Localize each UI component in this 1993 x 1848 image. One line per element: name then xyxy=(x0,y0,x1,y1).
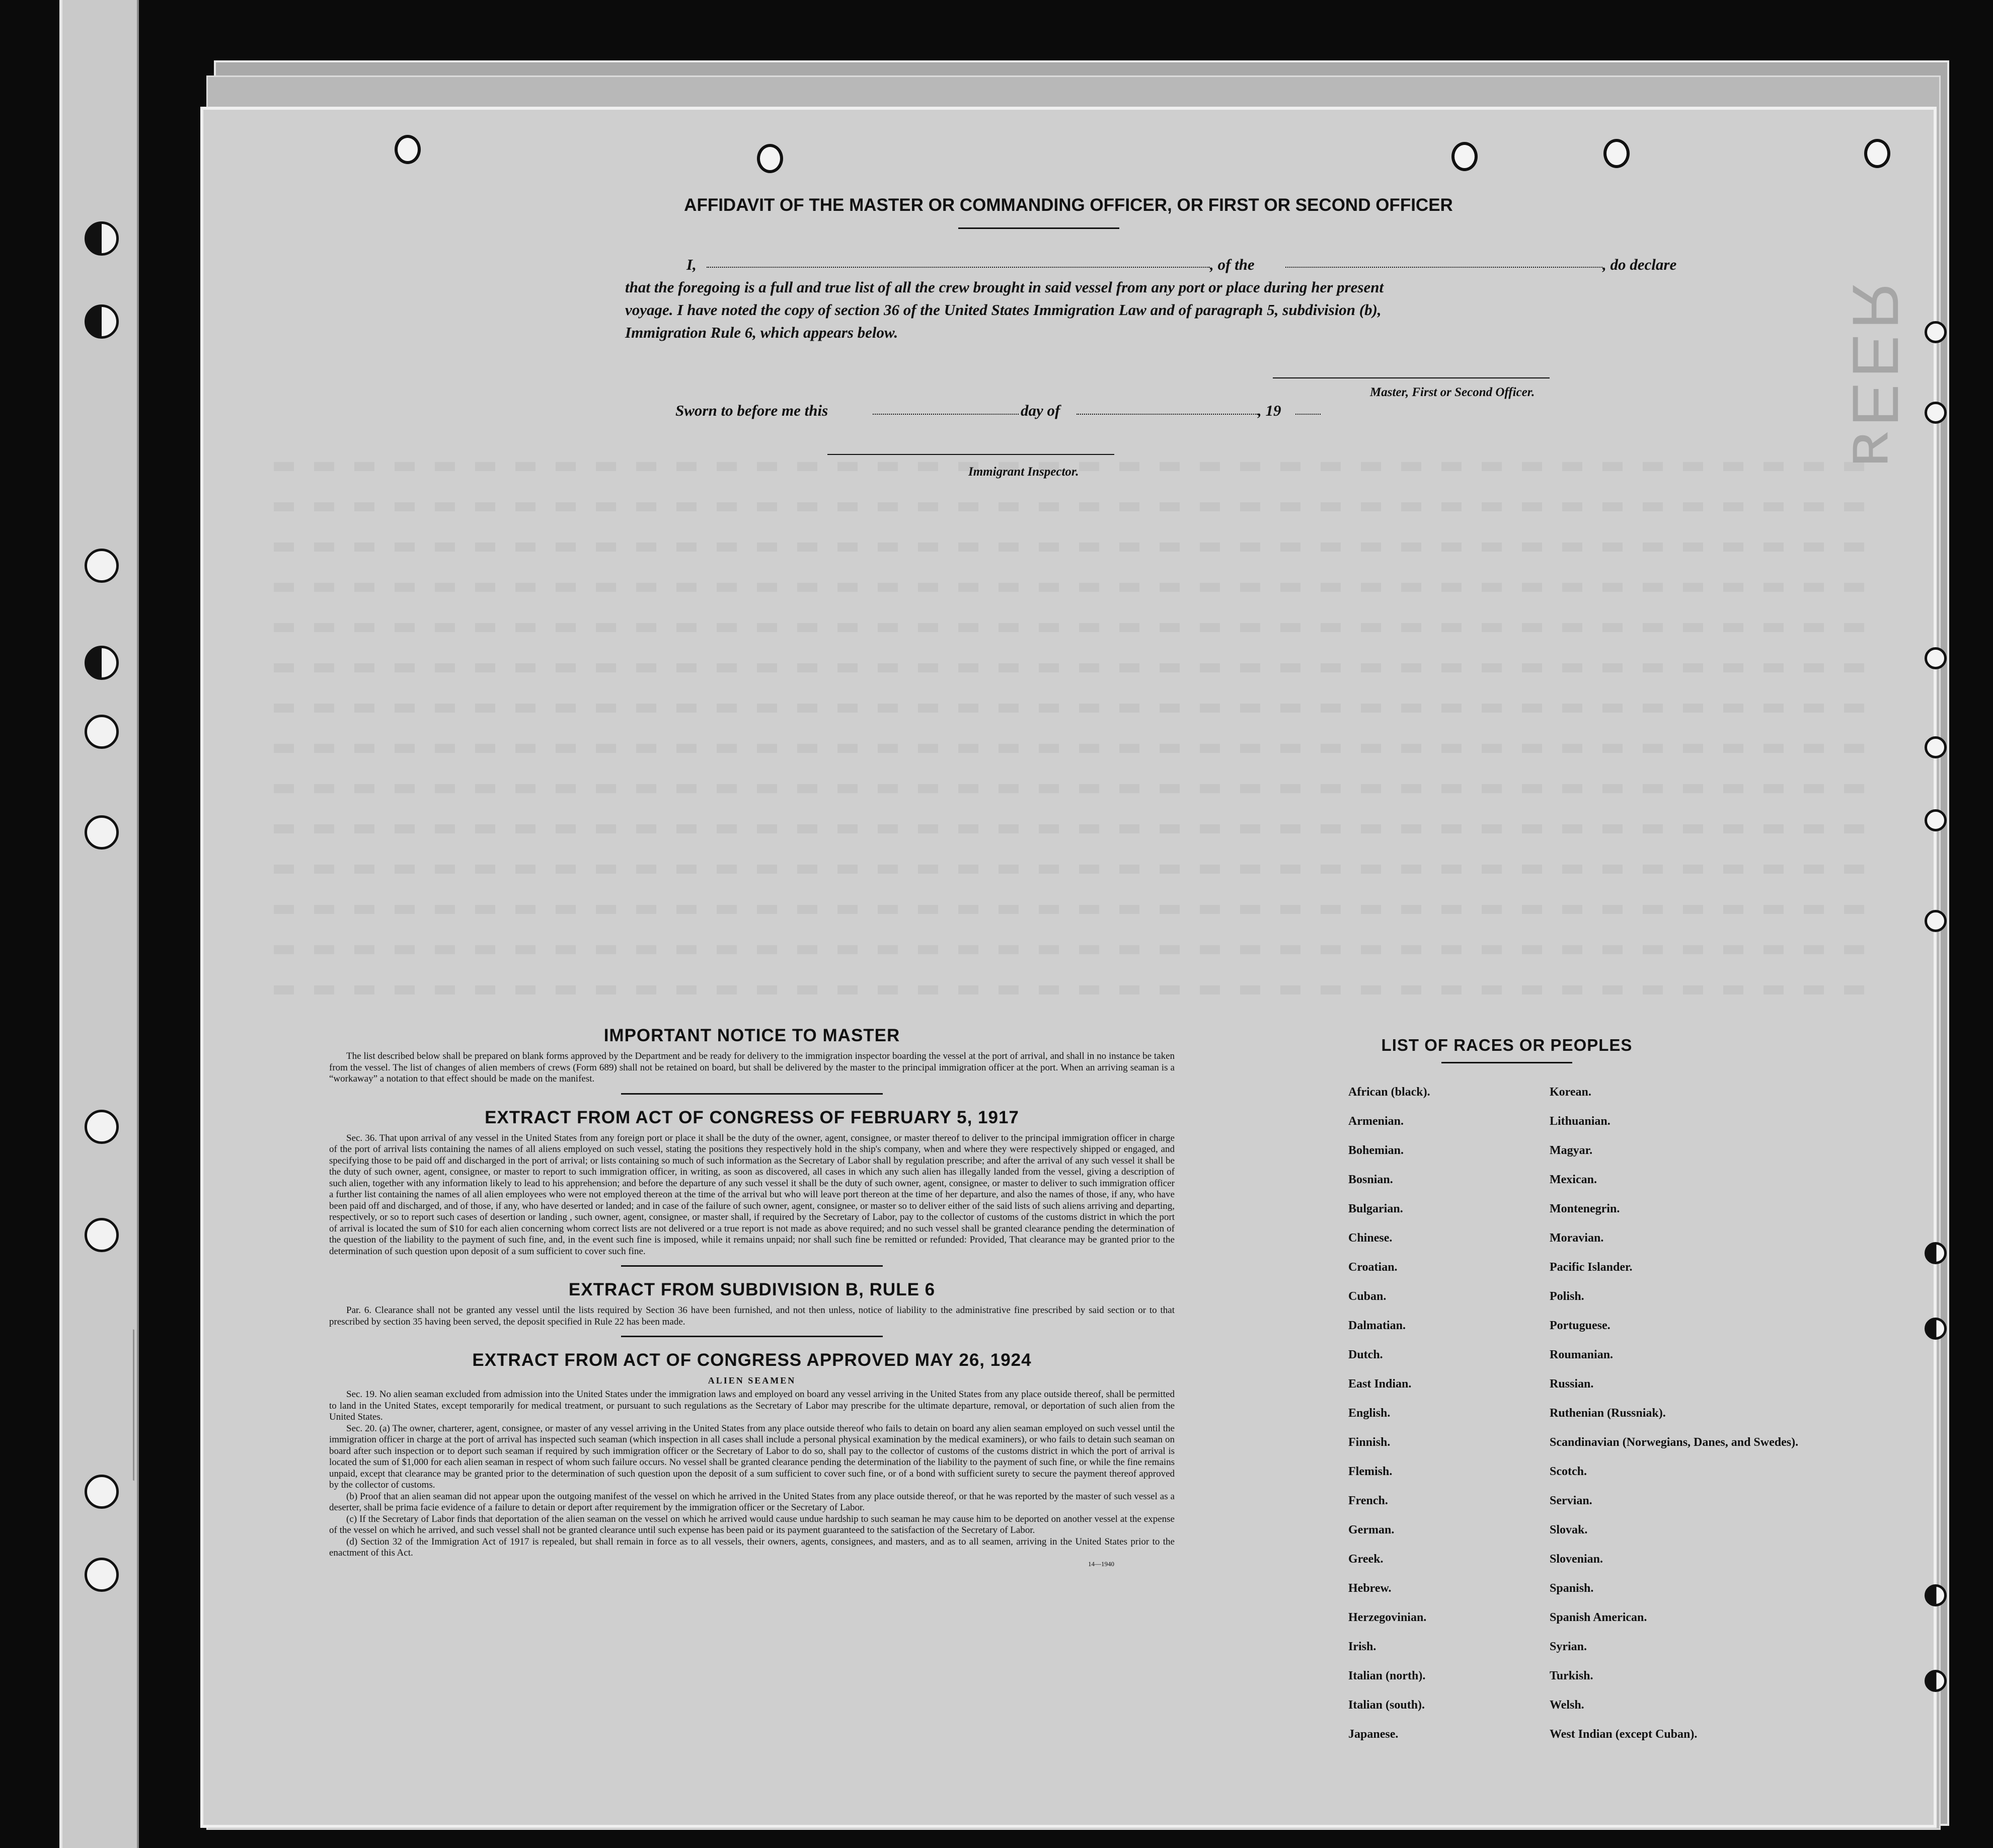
race-item: East Indian. xyxy=(1348,1377,1412,1391)
punch-hole xyxy=(1925,647,1947,669)
sec20a-paragraph: Sec. 20. (a) The owner, charterer, agent, consignee, or master of any vessel arriving in the United States from any place outside thereof who fails to detain on board any alien seaman employed on such vessel until the immigration officer in charge at the port of arrival has inspected such seaman (which inspection in all cases shall include a personal physical examination by the medical examiners), or who fails to detain such seaman on board after such inspection or to deport such seaman if required by such immigration officer or the Secretary of Labor to do so, shall pay to the collector of customs of the customs district in which the port of arrival is located the sum of $1,000 for each alien seaman in respect of whom such failure occurs. No vessel shall be granted clearance pending the determination of the liability to the payment of such fine, or while the fine remains unpaid, except that clearance may be granted prior to the determination of such question upon the deposit of a sum sufficient to cover such fine, or of a bond with sufficient surety to secure the payment thereof approved by the collector of customs. xyxy=(329,1423,1175,1490)
punch-hole xyxy=(85,1558,119,1592)
punch-hole xyxy=(85,1218,119,1252)
sworn-year-blank[interactable] xyxy=(1295,414,1321,415)
legal-extracts xyxy=(329,1026,1175,1568)
affidavit-line-2: that the foregoing is a full and true list of all the crew brought in said vessel from any port or place during her present xyxy=(625,278,1384,296)
race-item: Bosnian. xyxy=(1348,1173,1393,1186)
race-item: Mexican. xyxy=(1550,1173,1597,1186)
races-column-1 xyxy=(1348,1086,1430,1757)
punch-hole xyxy=(85,221,119,256)
punch-hole xyxy=(85,646,119,680)
section-divider xyxy=(621,1336,883,1337)
affidavit-i-label: I, xyxy=(686,256,697,273)
bleed-through xyxy=(274,865,1884,874)
race-item: Chinese. xyxy=(1348,1231,1393,1245)
punch-hole xyxy=(1925,402,1947,424)
affidavit-do-declare: , do declare xyxy=(1602,256,1677,273)
title-divider xyxy=(958,227,1119,229)
punch-hole xyxy=(757,144,783,173)
races-list xyxy=(1316,1036,1799,1741)
race-item: Korean. xyxy=(1550,1086,1591,1099)
affidavit-line-4: Immigration Rule 6, which appears below. xyxy=(625,324,898,341)
notice-paragraph: The list described below shall be prepared on blank forms approved by the Department and be ready for delivery to the immigration inspector boarding the vessel at the port of arrival, and shall in no instance be taken from the vessel. The list of changes of alien members of crews (Form 689) shall not be retained on board, but shall be delivered by the master to the principal immigration officer at the port. When an arriving seaman is a “workaway” a notation to that effect should be made on the manifest. xyxy=(329,1051,1175,1084)
master-signature-line[interactable] xyxy=(1273,377,1550,378)
race-item: Dalmatian. xyxy=(1348,1319,1406,1332)
bleed-through xyxy=(274,905,1884,914)
races-title: LIST OF RACES OR PEOPLES xyxy=(1381,1036,1633,1054)
bleed-through xyxy=(274,945,1884,954)
sec20b-paragraph: (b) Proof that an alien seaman did not appear upon the outgoing manifest of the vessel on which he arrived in the United States from any place outside thereof, or that he was reported by the master of such vessel as a deserter, shall be prima facie evidence of a failure to detain or deport after requirement by the immigration officer or the Secretary of Labor. xyxy=(329,1491,1175,1513)
race-item: Ruthenian (Russniak). xyxy=(1550,1407,1666,1420)
punch-hole xyxy=(85,1475,119,1509)
bleed-through xyxy=(274,824,1884,833)
race-item: Scandinavian (Norwegians, Danes, and Swedes). xyxy=(1550,1436,1799,1449)
punch-hole xyxy=(85,815,119,850)
sec20d-paragraph: (d) Section 32 of the Immigration Act of 1917 is repealed, but shall remain in force as to all vessels, their owners, agents, consignees, and masters, and as to all seamen, arriving in the United States prior to the enactment of this Act. xyxy=(329,1536,1175,1558)
bleed-through xyxy=(274,462,1884,471)
inspector-signature-line[interactable] xyxy=(827,454,1114,455)
race-item: Polish. xyxy=(1550,1290,1584,1303)
section-divider xyxy=(621,1265,883,1267)
punch-hole xyxy=(1925,736,1947,758)
bleed-through xyxy=(274,704,1884,713)
race-item: Montenegrin. xyxy=(1550,1202,1620,1215)
notice-text xyxy=(329,1051,1175,1085)
race-item: Hebrew. xyxy=(1348,1582,1392,1595)
race-item: Herzegovinian. xyxy=(1348,1611,1427,1624)
race-item: Italian (north). xyxy=(1348,1669,1426,1682)
punch-hole xyxy=(1925,1584,1947,1606)
race-item: Servian. xyxy=(1550,1494,1592,1507)
race-item: Syrian. xyxy=(1550,1640,1587,1653)
race-item: Scotch. xyxy=(1550,1465,1587,1478)
race-item: Italian (south). xyxy=(1348,1699,1425,1712)
race-item: Greek. xyxy=(1348,1553,1384,1566)
sworn-label: Sworn to before me this xyxy=(675,402,828,419)
extract-1917-title: EXTRACT FROM ACT OF CONGRESS OF FEBRUARY 5, 1917 xyxy=(485,1107,1019,1127)
extract-1917-paragraph: Sec. 36. That upon arrival of any vessel in the United States from any foreign port or place it shall be the duty of the owner, agent, consignee, or master thereof to deliver to the principal immigration officer in charge of the port of arrival lists containing the names of all aliens employed on such vessel, stating the positions they respectively hold in the ship's company, when and where they were respectively shipped or engaged, and specifying those to be paid off and discharged in the port of arrival; or lists containing so much of such information as the Secretary of Labor shall by regulation prescribe; and after the arrival of any such vessel it shall be the duty of such owner, agent, consignee, or master to report to such immigration officer, in writing, as soon as discovered, all cases in which any such alien has illegally landed from the vessel, giving a description of such alien, together with any information likely to lead to his apprehension; and before the departure of any such vessel it shall be the duty of such owner, agent, consignee, or master to deliver to such immigration officer a further list containing the names of all alien employees who were not employed thereon at the time of the arrival but who will leave port thereon at the time of her departure, and also the names of those, if any, who have been paid off and discharged, and of those, if any, who have deserted or landed; and in case of the failure of such owner, agent, consignee, or master so to deliver either of the said lists of such aliens arriving and departing, respectively, or so to report such cases of desertion or landing , such owner, agent, consignee, or master shall, if required by the Secretary of Labor, pay to the collector of customs of the customs district in which the port of arrival is located the sum of $10 for each alien concerning whom correct lists are not delivered or a true report is not made as above required; and no such vessel shall be granted clearance pending the determination of the question of the liability to the payment of such fine, and, in the event such fine is imposed, while it remains unpaid; nor shall such fine be remitted or refunded: Provided, That clearance may be granted prior to the determination of such question upon deposit of a sum sufficient to cover such fine. xyxy=(329,1132,1175,1257)
master-signature-label: Master, First or Second Officer. xyxy=(1370,386,1535,399)
race-item: French. xyxy=(1348,1494,1388,1507)
punch-hole xyxy=(1925,1318,1947,1340)
race-item: Irish. xyxy=(1348,1640,1376,1653)
race-item: Lithuanian. xyxy=(1550,1115,1611,1128)
affidavit-title: AFFIDAVIT OF THE MASTER OR COMMANDING OFFICER, OR FIRST OR SECOND OFFICER xyxy=(684,195,1453,215)
bleed-through xyxy=(274,583,1884,592)
punch-hole xyxy=(85,715,119,749)
punch-hole xyxy=(85,304,119,339)
race-item: Flemish. xyxy=(1348,1465,1393,1478)
bleed-through xyxy=(274,502,1884,511)
races-divider xyxy=(1441,1062,1572,1063)
race-item: Bohemian. xyxy=(1348,1144,1404,1157)
race-item: Dutch. xyxy=(1348,1348,1383,1361)
race-item: Welsh. xyxy=(1550,1699,1584,1712)
rule6-text xyxy=(329,1305,1175,1328)
race-item: Pacific Islander. xyxy=(1550,1261,1633,1274)
race-item: Russian. xyxy=(1550,1377,1594,1391)
race-item: Moravian. xyxy=(1550,1231,1604,1245)
race-item: African (black). xyxy=(1348,1086,1430,1099)
rule6-title: EXTRACT FROM SUBDIVISION B, RULE 6 xyxy=(568,1280,936,1299)
race-item: Japanese. xyxy=(1348,1728,1399,1741)
bleed-through xyxy=(274,623,1884,632)
inspector-signature-label: Immigrant Inspector. xyxy=(968,465,1079,479)
punch-hole xyxy=(1925,809,1947,831)
name-blank[interactable] xyxy=(707,267,1210,268)
punch-hole xyxy=(1925,1242,1947,1264)
vessel-blank[interactable] xyxy=(1285,267,1602,268)
bleed-through xyxy=(274,744,1884,753)
affidavit-line-3: voyage. I have noted the copy of section 36 of the United States Immigration Law and of paragraph 5, subdivision (b), xyxy=(625,301,1382,319)
punch-hole xyxy=(1925,1670,1947,1692)
race-item: German. xyxy=(1348,1523,1395,1536)
form-number: 14—1940 xyxy=(1088,1560,1114,1568)
race-item: Magyar. xyxy=(1550,1144,1593,1157)
punch-hole xyxy=(1864,139,1890,168)
notice-title: IMPORTANT NOTICE TO MASTER xyxy=(603,1026,900,1045)
race-item: Armenian. xyxy=(1348,1115,1404,1128)
stamp-mark: ЯƎƎᴚ xyxy=(1839,282,1912,472)
extract-1917-text xyxy=(329,1133,1175,1258)
races-column-2 xyxy=(1550,1086,1798,1757)
sec20c-paragraph: (c) If the Secretary of Labor finds that deportation of the alien seaman on the vessel on which he arrived would cause undue hardship to such seaman he may cause him to be deported on another vessel at the expense of the vessel on which he arrived, and such vessel shall not be granted clearance until such expense has been paid or its payment guaranteed to the satisfaction of the Secretary of Labor. xyxy=(329,1513,1175,1535)
affidavit-of-the: , of the xyxy=(1210,256,1255,273)
punch-hole xyxy=(1925,321,1947,343)
race-item: Bulgarian. xyxy=(1348,1202,1403,1215)
punch-hole xyxy=(1925,910,1947,932)
extract-1924-title: EXTRACT FROM ACT OF CONGRESS APPROVED MAY 26, 1924 xyxy=(472,1350,1032,1370)
document-page xyxy=(200,107,1937,1828)
bleed-through xyxy=(274,663,1884,672)
race-item: Spanish. xyxy=(1550,1582,1594,1595)
bleed-through xyxy=(274,784,1884,793)
race-item: West Indian (except Cuban). xyxy=(1550,1728,1698,1741)
bleed-through xyxy=(274,543,1884,552)
race-item: English. xyxy=(1348,1407,1391,1420)
race-item: Roumanian. xyxy=(1550,1348,1614,1361)
rule6-paragraph: Par. 6. Clearance shall not be granted any vessel until the lists required by Section 36 have been furnished, and not then unless, notice of liability to the administrative fine prescribed by said section or to that prescribed by section 35 having been served, the deposit specified in Rule 22 has been made. xyxy=(329,1305,1175,1327)
race-item: Turkish. xyxy=(1550,1669,1593,1682)
sworn-month-blank[interactable] xyxy=(1077,414,1258,415)
race-item: Spanish American. xyxy=(1550,1611,1647,1624)
sworn-day-blank[interactable] xyxy=(873,414,1019,415)
sec19-paragraph: Sec. 19. No alien seaman excluded from admission into the United States under the immigration laws and employed on board any vessel arriving in the United States from any place outside thereof, shall be permitted to land in the United States, except temporarily for medical treatment, or pursuant to such regulations as the Secretary of Labor may prescribe for the ultimate departure, removal, or deportation of such alien from the United States. xyxy=(329,1389,1175,1422)
section-divider xyxy=(621,1093,883,1095)
race-item: Cuban. xyxy=(1348,1290,1387,1303)
bleed-through xyxy=(274,985,1884,994)
punch-hole xyxy=(1451,142,1478,171)
race-item: Slovenian. xyxy=(1550,1553,1603,1566)
race-item: Croatian. xyxy=(1348,1261,1398,1274)
race-item: Finnish. xyxy=(1348,1436,1391,1449)
punch-hole xyxy=(1603,139,1630,168)
punch-hole xyxy=(85,1110,119,1144)
race-item: Portuguese. xyxy=(1550,1319,1611,1332)
extract-1924-text xyxy=(329,1389,1175,1559)
punch-hole xyxy=(395,135,421,164)
binding-strip xyxy=(59,0,139,1848)
day-of-label: day of xyxy=(1021,402,1060,419)
strip-fold xyxy=(72,1307,134,1481)
alien-seamen-subtitle: ALIEN SEAMEN xyxy=(708,1375,796,1385)
year-label: , 19 xyxy=(1258,402,1281,419)
race-item: Slovak. xyxy=(1550,1523,1588,1536)
